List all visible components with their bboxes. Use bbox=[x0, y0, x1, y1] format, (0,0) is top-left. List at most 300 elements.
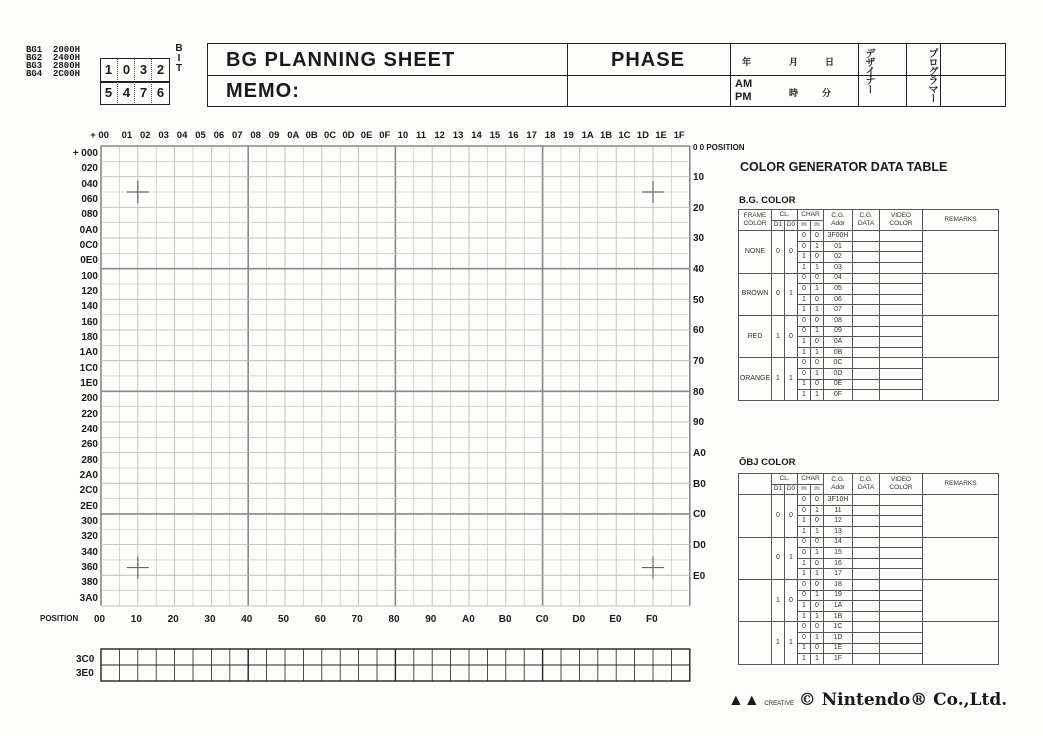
video-color-cell bbox=[880, 347, 923, 358]
bit-cell: 2 bbox=[151, 59, 169, 80]
m-header: m bbox=[798, 484, 811, 495]
char-bit-cell: 1 bbox=[798, 294, 811, 305]
right-position: 40 bbox=[693, 263, 705, 275]
cg-addr-cell: 1E bbox=[824, 643, 853, 654]
nintendo-logo bbox=[728, 690, 1007, 710]
cg-data-cell bbox=[853, 315, 880, 326]
video-color-cell bbox=[880, 601, 923, 612]
cg-addr-cell: 15 bbox=[824, 548, 853, 559]
remarks-cell bbox=[923, 579, 999, 621]
char-bit-cell: 0 bbox=[811, 315, 824, 326]
video-color-cell bbox=[880, 632, 923, 643]
char-bit-cell: 0 bbox=[811, 643, 824, 654]
cg-data-cell bbox=[853, 611, 880, 622]
cg-data-cell bbox=[853, 548, 880, 559]
column-label: 10 bbox=[397, 130, 409, 141]
video-color-cell bbox=[880, 284, 923, 295]
column-label: 09 bbox=[268, 130, 280, 141]
table-row bbox=[739, 495, 999, 506]
char-bit-cell: 0 bbox=[811, 537, 824, 548]
bg-address-list: BG1 2000H BG2 2400H BG3 2800H BG4 2C00H bbox=[26, 45, 81, 79]
right-position: 60 bbox=[693, 325, 705, 337]
d1-header: D1 bbox=[772, 220, 785, 231]
video-color-cell bbox=[880, 622, 923, 633]
char-bit-cell: 1 bbox=[811, 526, 824, 537]
char-bit-cell: 1 bbox=[811, 548, 824, 559]
video-color-cell bbox=[880, 241, 923, 252]
cg-data-cell bbox=[853, 654, 880, 665]
column-label: 0B bbox=[305, 130, 318, 141]
cg-data-cell bbox=[853, 273, 880, 284]
right-position: 30 bbox=[693, 233, 705, 245]
sheet-title: BG PLANNING SHEET bbox=[226, 49, 456, 71]
cg-data-cell bbox=[853, 622, 880, 633]
video-color-cell bbox=[880, 305, 923, 316]
row-label: 080 bbox=[81, 209, 98, 221]
video-color-cell bbox=[880, 368, 923, 379]
char-bit-cell: 1 bbox=[798, 262, 811, 273]
char-bit-cell: 0 bbox=[811, 516, 824, 527]
column-label: 08 bbox=[250, 130, 261, 141]
cg-addr-cell: 08 bbox=[824, 315, 853, 326]
char-bit-cell: 1 bbox=[811, 590, 824, 601]
row-label: 1E0 bbox=[80, 377, 98, 389]
video-color-cell bbox=[880, 390, 923, 401]
cg-addr-cell: 1A bbox=[824, 601, 853, 612]
d1-cell: 0 bbox=[772, 495, 785, 537]
bottom-position: 70 bbox=[351, 614, 363, 625]
char-bit-cell: 1 bbox=[811, 347, 824, 358]
d1-cell: 0 bbox=[772, 537, 785, 579]
bottom-position: 50 bbox=[278, 614, 290, 625]
char-bit-cell: 1 bbox=[811, 368, 824, 379]
table-row bbox=[739, 231, 999, 242]
cg-addr-cell: 09 bbox=[824, 326, 853, 337]
column-label: 1E bbox=[655, 130, 667, 141]
char-bit-cell: 0 bbox=[811, 358, 824, 369]
pm-label: PM bbox=[735, 91, 752, 103]
video-color-cell bbox=[880, 231, 923, 242]
char-bit-cell: 0 bbox=[798, 273, 811, 284]
cg-data-header: C.G. DATA bbox=[853, 210, 880, 231]
cg-addr-cell: 16 bbox=[824, 558, 853, 569]
column-label: 05 bbox=[195, 130, 206, 141]
cg-addr-cell: 17 bbox=[824, 569, 853, 580]
char-bit-cell: 0 bbox=[798, 368, 811, 379]
column-label: 04 bbox=[176, 130, 188, 141]
column-label: 1F bbox=[673, 130, 685, 141]
d1-cell: 1 bbox=[772, 358, 785, 400]
char-bit-cell: 1 bbox=[811, 505, 824, 516]
column-label: 18 bbox=[544, 130, 556, 141]
char-bit-cell: 1 bbox=[798, 252, 811, 263]
bg-color-title: B.G. COLOR bbox=[739, 195, 796, 206]
obj-color-table bbox=[738, 473, 999, 665]
char-bit-cell: 1 bbox=[811, 241, 824, 252]
table-row bbox=[739, 537, 999, 548]
bottom-position: C0 bbox=[535, 614, 549, 625]
cg-data-cell bbox=[853, 537, 880, 548]
video-color-cell bbox=[880, 358, 923, 369]
cg-data-cell bbox=[853, 252, 880, 263]
cg-addr-cell: 0D bbox=[824, 368, 853, 379]
m-header: m bbox=[811, 484, 824, 495]
char-bit-cell: 0 bbox=[798, 284, 811, 295]
cg-data-cell bbox=[853, 643, 880, 654]
row-label: 100 bbox=[81, 270, 98, 282]
cg-addr-cell: 0A bbox=[824, 337, 853, 348]
column-label: 0F bbox=[379, 130, 391, 141]
video-color-cell bbox=[880, 643, 923, 654]
cg-addr-cell: 0F bbox=[824, 390, 853, 401]
char-bit-cell: 1 bbox=[798, 305, 811, 316]
row-label: 2E0 bbox=[80, 500, 98, 512]
char-bit-cell: 1 bbox=[798, 379, 811, 390]
cg-data-cell bbox=[853, 516, 880, 527]
column-label: 1B bbox=[600, 130, 613, 141]
bit-cell: 7 bbox=[134, 82, 152, 103]
bit-cell: 1 bbox=[104, 62, 113, 77]
bottom-position: 20 bbox=[167, 614, 179, 625]
right-position: B0 bbox=[693, 478, 706, 490]
phase-label: PHASE bbox=[611, 49, 685, 71]
frame-color-cell: ORANGE bbox=[739, 358, 772, 400]
memo-label: MEMO: bbox=[226, 80, 300, 102]
video-color-cell bbox=[880, 505, 923, 516]
column-label: 03 bbox=[158, 130, 169, 141]
hour-label: 時 bbox=[789, 88, 799, 98]
cg-addr-cell: 3F10H bbox=[824, 495, 853, 506]
obj-color-title: ŌBJ COLOR bbox=[739, 457, 796, 468]
column-label: 02 bbox=[140, 130, 151, 141]
d0-header: D0 bbox=[785, 484, 798, 495]
cl-header: CL. bbox=[772, 210, 798, 221]
row-label: 340 bbox=[81, 546, 98, 558]
column-label: 11 bbox=[416, 130, 427, 141]
frame-color-cell: NONE bbox=[739, 231, 772, 273]
right-position: 70 bbox=[693, 355, 705, 367]
char-bit-cell: 1 bbox=[811, 305, 824, 316]
d0-cell: 0 bbox=[785, 579, 798, 621]
video-color-cell bbox=[880, 569, 923, 580]
column-label: 0E bbox=[360, 130, 373, 141]
programmer-label: プログラマー bbox=[926, 48, 937, 102]
cg-data-cell bbox=[853, 294, 880, 305]
video-color-cell bbox=[880, 495, 923, 506]
char-bit-cell: 1 bbox=[811, 611, 824, 622]
row-label: 2C0 bbox=[79, 485, 98, 497]
bottom-position: D0 bbox=[572, 614, 586, 625]
frame-color-header bbox=[739, 474, 772, 495]
char-bit-cell: 0 bbox=[798, 495, 811, 506]
row-label: 280 bbox=[81, 454, 98, 466]
row-label: 3A0 bbox=[79, 592, 98, 604]
remarks-header: REMARKS bbox=[923, 210, 999, 231]
cg-data-cell bbox=[853, 601, 880, 612]
right-position: D0 bbox=[693, 539, 706, 551]
video-color-cell bbox=[880, 654, 923, 665]
table-row bbox=[739, 358, 999, 369]
d0-cell: 0 bbox=[785, 231, 798, 273]
char-bit-cell: 1 bbox=[798, 611, 811, 622]
char-bit-cell: 1 bbox=[811, 284, 824, 295]
char-bit-cell: 0 bbox=[798, 579, 811, 590]
char-bit-cell: 0 bbox=[811, 495, 824, 506]
char-bit-cell: 1 bbox=[798, 654, 811, 665]
video-color-cell bbox=[880, 262, 923, 273]
char-bit-cell: 1 bbox=[811, 262, 824, 273]
row-label: 120 bbox=[81, 285, 98, 297]
char-bit-cell: 1 bbox=[798, 516, 811, 527]
right-position: E0 bbox=[693, 570, 706, 582]
d1-cell: 1 bbox=[772, 315, 785, 357]
d0-cell: 1 bbox=[785, 273, 798, 315]
right-position: 50 bbox=[693, 294, 705, 306]
cg-addr-cell: 0B bbox=[824, 347, 853, 358]
right-position: C0 bbox=[693, 509, 706, 521]
char-header: CHAR bbox=[798, 474, 824, 485]
d1-cell: 0 bbox=[772, 273, 785, 315]
char-bit-cell: 0 bbox=[811, 379, 824, 390]
remarks-cell bbox=[923, 358, 999, 400]
row-label: 300 bbox=[81, 515, 98, 527]
video-color-cell bbox=[880, 590, 923, 601]
char-header: CHAR bbox=[798, 210, 824, 221]
bottom-position: 90 bbox=[425, 614, 437, 625]
cg-addr-cell: 02 bbox=[824, 252, 853, 263]
row-label: + 000 bbox=[72, 148, 98, 159]
char-bit-cell: 0 bbox=[811, 273, 824, 284]
cg-data-cell bbox=[853, 390, 880, 401]
column-label: 17 bbox=[526, 130, 537, 141]
cg-data-cell bbox=[853, 305, 880, 316]
right-position: A0 bbox=[693, 447, 706, 459]
cg-data-cell bbox=[853, 284, 880, 295]
video-color-cell bbox=[880, 526, 923, 537]
column-label: 13 bbox=[452, 130, 464, 141]
cg-addr-cell: 12 bbox=[824, 516, 853, 527]
row-label: 040 bbox=[81, 178, 98, 190]
cg-addr-cell: 1F bbox=[824, 654, 853, 665]
frame-color-cell bbox=[739, 622, 772, 664]
row-label: 0E0 bbox=[80, 255, 98, 267]
frame-color-cell: BROWN bbox=[739, 273, 772, 315]
column-label: 1A bbox=[581, 130, 594, 141]
column-label: 1C bbox=[618, 130, 631, 141]
char-bit-cell: 1 bbox=[798, 601, 811, 612]
char-bit-cell: 1 bbox=[811, 654, 824, 665]
bottom-position: 80 bbox=[388, 614, 400, 625]
char-bit-cell: 0 bbox=[811, 252, 824, 263]
minute-label: 分 bbox=[822, 88, 832, 98]
cg-data-cell bbox=[853, 326, 880, 337]
cg-addr-cell: 01 bbox=[824, 241, 853, 252]
char-bit-cell: 1 bbox=[798, 526, 811, 537]
frame-color-cell bbox=[739, 495, 772, 537]
d1-header: D1 bbox=[772, 484, 785, 495]
char-bit-cell: 0 bbox=[798, 231, 811, 242]
char-bit-cell: 0 bbox=[811, 558, 824, 569]
d0-cell: 0 bbox=[785, 495, 798, 537]
cg-addr-cell: 07 bbox=[824, 305, 853, 316]
column-label: 06 bbox=[213, 130, 225, 141]
frame-color-cell: RED bbox=[739, 315, 772, 357]
bottom-position: 10 bbox=[130, 614, 142, 625]
column-label: 16 bbox=[508, 130, 519, 141]
char-bit-cell: 0 bbox=[811, 337, 824, 348]
column-label: 19 bbox=[563, 130, 574, 141]
video-color-cell bbox=[880, 558, 923, 569]
cg-data-cell bbox=[853, 569, 880, 580]
remarks-cell bbox=[923, 622, 999, 664]
char-bit-cell: 0 bbox=[798, 326, 811, 337]
cg-addr-cell: 1C bbox=[824, 622, 853, 633]
video-color-cell bbox=[880, 516, 923, 527]
remarks-cell bbox=[923, 315, 999, 357]
m-header: m bbox=[798, 220, 811, 231]
video-color-header: VIDEO COLOR bbox=[880, 474, 923, 495]
char-bit-cell: 0 bbox=[811, 294, 824, 305]
cg-addr-cell: 1D bbox=[824, 632, 853, 643]
d0-cell: 1 bbox=[785, 622, 798, 664]
row-label: 320 bbox=[81, 531, 98, 543]
column-label: + 00 bbox=[90, 130, 109, 141]
cg-addr-cell: 03 bbox=[824, 262, 853, 273]
char-bit-cell: 0 bbox=[811, 579, 824, 590]
row-label: 0C0 bbox=[79, 239, 98, 251]
video-color-cell bbox=[880, 379, 923, 390]
video-color-header: VIDEO COLOR bbox=[880, 210, 923, 231]
position-label-bottom: POSITION bbox=[40, 614, 79, 623]
row-label: 240 bbox=[81, 423, 98, 435]
remarks-cell bbox=[923, 495, 999, 537]
d0-cell: 1 bbox=[785, 537, 798, 579]
column-label: 1D bbox=[636, 130, 649, 141]
cg-data-cell bbox=[853, 579, 880, 590]
char-bit-cell: 0 bbox=[798, 622, 811, 633]
char-bit-cell: 0 bbox=[811, 622, 824, 633]
row-label: 220 bbox=[81, 408, 98, 420]
remarks-header: REMARKS bbox=[923, 474, 999, 495]
cg-addr-cell: 0C bbox=[824, 358, 853, 369]
cg-addr-cell: 19 bbox=[824, 590, 853, 601]
bottom-position: B0 bbox=[498, 614, 512, 625]
cg-data-cell bbox=[853, 358, 880, 369]
cg-data-cell bbox=[853, 231, 880, 242]
video-color-cell bbox=[880, 537, 923, 548]
row-label: 0A0 bbox=[79, 224, 98, 236]
bit-cell: 5 bbox=[104, 85, 113, 100]
table-row bbox=[739, 273, 999, 284]
cg-data-cell bbox=[853, 632, 880, 643]
cg-data-cell bbox=[853, 590, 880, 601]
row-label: 200 bbox=[81, 393, 98, 405]
char-bit-cell: 0 bbox=[798, 505, 811, 516]
bottom-position: E0 bbox=[609, 614, 622, 625]
bit-cell: 4 bbox=[117, 82, 135, 103]
table-row bbox=[739, 622, 999, 633]
company-small: CREATIVE bbox=[764, 701, 794, 707]
crosshair-icon bbox=[642, 181, 664, 203]
column-label: 01 bbox=[121, 130, 133, 141]
bottom-position: A0 bbox=[462, 614, 475, 625]
d0-cell: 1 bbox=[785, 358, 798, 400]
row-label: 2A0 bbox=[79, 469, 98, 481]
char-bit-cell: 1 bbox=[798, 558, 811, 569]
cg-addr-cell: 06 bbox=[824, 294, 853, 305]
char-bit-cell: 1 bbox=[811, 632, 824, 643]
table-row bbox=[739, 579, 999, 590]
char-bit-cell: 0 bbox=[811, 601, 824, 612]
ng-mark-icon: ▲▲ bbox=[728, 692, 760, 709]
char-bit-cell: 1 bbox=[798, 347, 811, 358]
row-label: 020 bbox=[81, 163, 98, 175]
bottom-position: 60 bbox=[314, 614, 326, 625]
d0-cell: 0 bbox=[785, 315, 798, 357]
char-bit-cell: 0 bbox=[798, 358, 811, 369]
row-label: 1C0 bbox=[79, 362, 98, 374]
column-label: 14 bbox=[471, 130, 482, 141]
remarks-cell bbox=[923, 231, 999, 273]
d1-cell: 1 bbox=[772, 579, 785, 621]
cg-addr-cell: 11 bbox=[824, 505, 853, 516]
bottom-position: 40 bbox=[241, 614, 253, 625]
bottom-position: 30 bbox=[204, 614, 216, 625]
cg-data-cell bbox=[853, 495, 880, 506]
cg-table-title: COLOR GENERATOR DATA TABLE bbox=[740, 160, 948, 174]
char-bit-cell: 1 bbox=[811, 326, 824, 337]
cg-data-cell bbox=[853, 241, 880, 252]
bit-cell: 3 bbox=[134, 59, 152, 80]
bit-label: B I T bbox=[175, 43, 183, 74]
column-label: 12 bbox=[434, 130, 445, 141]
video-color-cell bbox=[880, 252, 923, 263]
right-position: 20 bbox=[693, 202, 705, 214]
column-label: 0C bbox=[324, 130, 337, 141]
video-color-cell bbox=[880, 579, 923, 590]
cg-addr-cell: 13 bbox=[824, 526, 853, 537]
bit-cell: 0 bbox=[117, 59, 135, 80]
day-label: 日 bbox=[825, 57, 835, 67]
cg-addr-header: C.G. Addr bbox=[824, 474, 853, 495]
frame-color-cell bbox=[739, 579, 772, 621]
am-label: AM bbox=[735, 78, 753, 90]
char-bit-cell: 1 bbox=[798, 569, 811, 580]
table-row bbox=[739, 315, 999, 326]
copyright-text: © Nintendo® Co.,Ltd. bbox=[798, 690, 1008, 710]
bg-color-table bbox=[738, 209, 999, 401]
bit-cell: 6 bbox=[151, 82, 169, 103]
cg-addr-cell: 18 bbox=[824, 579, 853, 590]
crosshair-icon bbox=[127, 181, 149, 203]
char-bit-cell: 1 bbox=[811, 569, 824, 580]
cg-data-header: C.G. DATA bbox=[853, 474, 880, 495]
char-bit-cell: 0 bbox=[798, 590, 811, 601]
frame-color-header: FRAME COLOR bbox=[739, 210, 772, 231]
cg-addr-cell: 0E bbox=[824, 379, 853, 390]
char-bit-cell: 1 bbox=[811, 390, 824, 401]
right-position: 90 bbox=[693, 417, 705, 429]
cg-data-cell bbox=[853, 505, 880, 516]
right-position: 80 bbox=[693, 386, 705, 398]
row-label: 140 bbox=[81, 301, 98, 313]
column-label: 0D bbox=[342, 130, 355, 141]
remarks-cell bbox=[923, 273, 999, 315]
cg-addr-cell: 1B bbox=[824, 611, 853, 622]
frame-color-cell bbox=[739, 537, 772, 579]
bottom-position: F0 bbox=[646, 614, 658, 625]
video-color-cell bbox=[880, 273, 923, 284]
